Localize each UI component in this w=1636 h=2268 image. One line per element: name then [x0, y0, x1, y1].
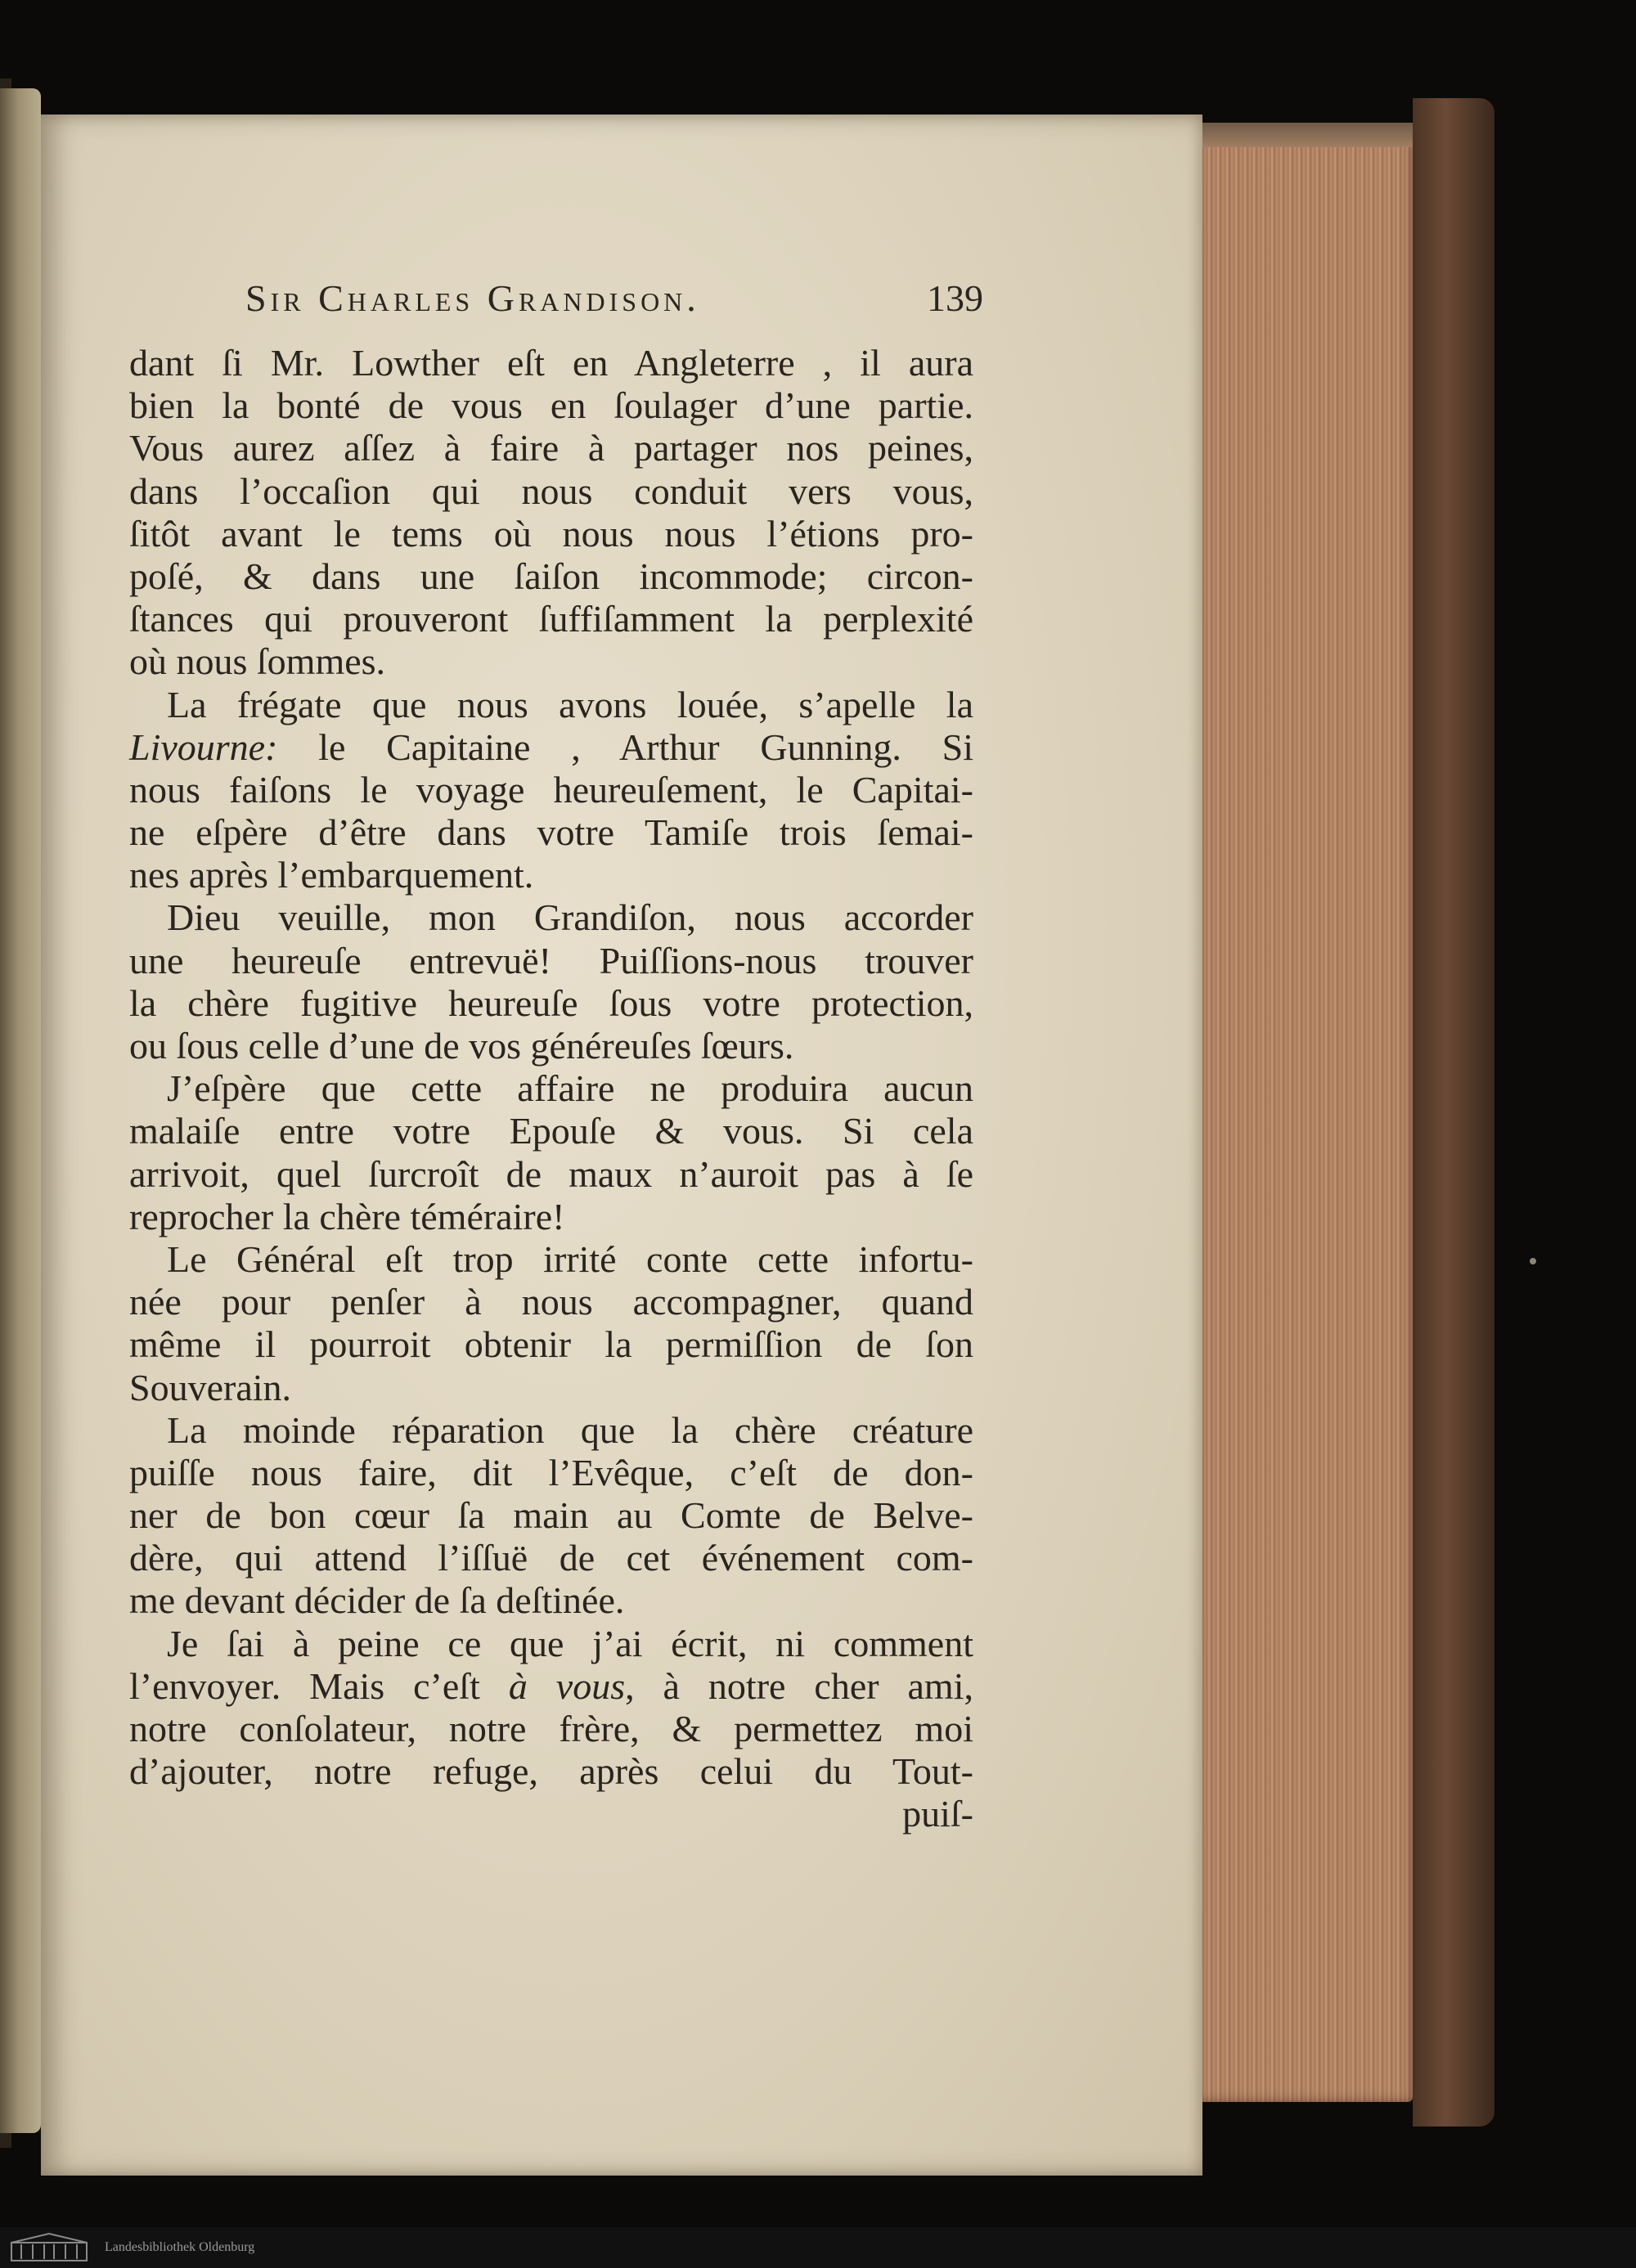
text-line: Souverain.	[129, 1366, 292, 1408]
text-line: dant ſi Mr. Lowther eſt en Angleterre , il aura	[129, 342, 973, 384]
italic-text: Livourne:	[129, 725, 278, 768]
text-line: malaiſe entre votre Epouſe & vous. Si cela	[129, 1110, 973, 1152]
text-line: même il pourroit obtenir la permiſſion de ſon	[129, 1323, 973, 1366]
text-segment: le Capitaine , Arthur Gunning. Si	[277, 725, 973, 768]
italic-text: à vous	[508, 1664, 626, 1707]
body-text	[129, 342, 973, 1836]
text-line: La frégate que nous avons louée, s’apelle la	[167, 683, 973, 725]
facing-page-edge	[0, 88, 41, 2133]
text-line: la chère fugitive heureuſe ſous votre protection,	[129, 981, 973, 1024]
text-line: puiſſe nous faire, dit l’Evêque, c’eſt de don-	[129, 1451, 973, 1493]
text-line: où nous ſommes.	[129, 640, 386, 683]
text-line: me devant décider de ſa deſtinée.	[129, 1579, 625, 1622]
scan-dust-mark	[1530, 1258, 1536, 1264]
text-line: dère, qui attend l’iſſuë de cet événement com-	[129, 1537, 973, 1579]
text-line: notre conſolateur, notre frère, & permettez moi	[129, 1708, 973, 1749]
text-line	[129, 726, 973, 769]
text-line: ou ſous celle d’une de vos généreuſes ſœurs.	[129, 1025, 794, 1067]
text-segment: l’envoyer. Mais c’eſt	[129, 1664, 509, 1707]
text-line: puiſ-	[902, 1793, 973, 1835]
running-head-title: Sir Charles Grandison.	[245, 277, 700, 319]
text-line: ſitôt avant le tems où nous nous l’étions pro-	[129, 512, 973, 555]
text-line: ſtances qui prouveront ſuffiſamment la perplexité	[129, 598, 973, 640]
text-line: bien la bonté de vous en ſoulager d’une partie.	[129, 384, 973, 427]
text-line	[129, 1665, 973, 1708]
text-line: née pour penſer à nous accompagner, quand	[129, 1281, 973, 1323]
library-name: Landesbibliothek Oldenburg	[105, 2240, 255, 2254]
text-line: Vous aurez aſſez à faire à partager nos peines,	[129, 427, 973, 469]
text-line: Je ſai à peine ce que j’ai écrit, ni comment	[167, 1622, 973, 1664]
text-line: J’eſpère que cette affaire ne produira aucun	[167, 1067, 973, 1110]
text-line: une heureuſe entrevuë! Puiſſions-nous trouver	[129, 939, 973, 981]
page-fore-edge-top	[1196, 123, 1413, 147]
text-line: arrivoit, quel ſurcroît de maux n’auroit pas à ſe	[129, 1152, 973, 1195]
text-line: ne eſpère d’être dans votre Tamiſe trois ſemai-	[129, 811, 973, 854]
text-line: poſé, & dans une ſaiſon incommode; circon-	[129, 555, 973, 597]
text-line: ner de bon cœur ſa main au Comte de Belve-	[129, 1494, 973, 1537]
footer-bar	[0, 2227, 1636, 2268]
page-number: 139	[927, 277, 983, 319]
text-line: nes après l’embarquement.	[129, 854, 534, 896]
text-line: Dieu veuille, mon Grandiſon, nous accorder	[167, 896, 973, 939]
text-line: nous faiſons le voyage heureuſement, le Capitai-	[129, 768, 973, 811]
text-line: reprocher la chère téméraire!	[129, 1195, 565, 1237]
text-line: Le Général eſt trop irrité conte cette infortu-	[167, 1237, 973, 1280]
text-line: dans l’occaſion qui nous conduit vers vous,	[129, 469, 973, 512]
text-line: La moinde réparation que la chère créature	[167, 1408, 973, 1451]
page-fore-edge	[1196, 123, 1413, 2102]
text-segment: , à notre cher ami,	[625, 1664, 973, 1707]
text-line: d’ajouter, notre refuge, après celui du Tout-	[129, 1750, 973, 1793]
back-cover-board	[1413, 98, 1494, 2127]
library-building-icon	[8, 2231, 90, 2264]
